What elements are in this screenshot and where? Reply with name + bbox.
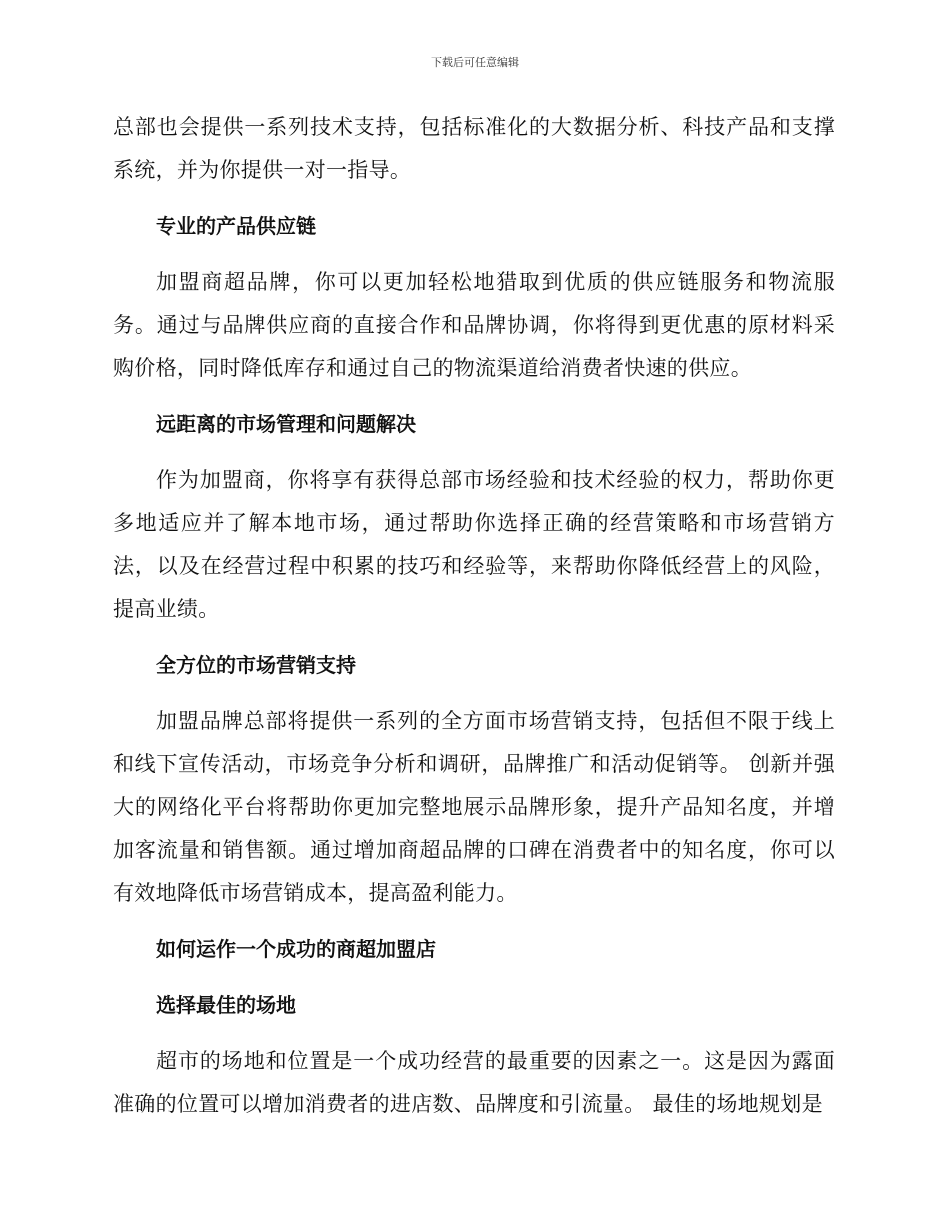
paragraph-tech-support: 总部也会提供一系列技术支持，包括标准化的大数据分析、科技产品和支撑系统，并为你提供一对一指导。 xyxy=(113,115,835,182)
heading-how-to-operate: 如何运作一个成功的商超加盟店 xyxy=(156,937,436,961)
heading-marketing-support: 全方位的市场营销支持 xyxy=(156,653,356,677)
heading-remote-management: 远距离的市场管理和问题解决 xyxy=(156,412,416,436)
paragraph-remote-management: 作为加盟商，你将享有获得总部市场经验和技术经验的权力，帮助你更多地适应并了解本地市场，通过帮助你选择正确的经营策略和市场营销方法，以及在经营过程中积累的技巧和经验等，来帮助你降低经营上的风险，提高业绩。 xyxy=(113,468,835,621)
paragraph-marketing-support: 加盟品牌总部将提供一系列的全方面市场营销支持，包括但不限于线上和线下宣传活动，市场竞争分析和调研，品牌推广和活动促销等。 创新并强大的网络化平台将帮助你更加完整地展示品牌形象，提升产品知名度，并增加客流量和销售额。通过增加商超品牌的口碑在消费者中的知名度，你可以有效地降低市场营销成本，提高盈利能力。 xyxy=(113,709,835,905)
document-body xyxy=(113,106,835,1139)
paragraph-choose-location: 超市的场地和位置是一个成功经营的最重要的因素之一。这是因为露面准确的位置可以增加消费者的进店数、品牌度和引流量。 最佳的场地规划是 xyxy=(113,1049,835,1116)
header-note: 下载后可任意编辑 xyxy=(431,56,519,69)
heading-supply-chain: 专业的产品供应链 xyxy=(156,214,316,238)
paragraph-supply-chain: 加盟商超品牌，你可以更加轻松地猎取到优质的供应链服务和物流服务。通过与品牌供应商的直接合作和品牌协调，你将得到更优惠的原材料采购价格，同时降低库存和通过自己的物流渠道给消费者快速的供应。 xyxy=(113,270,835,380)
heading-choose-location: 选择最佳的场地 xyxy=(156,993,296,1017)
